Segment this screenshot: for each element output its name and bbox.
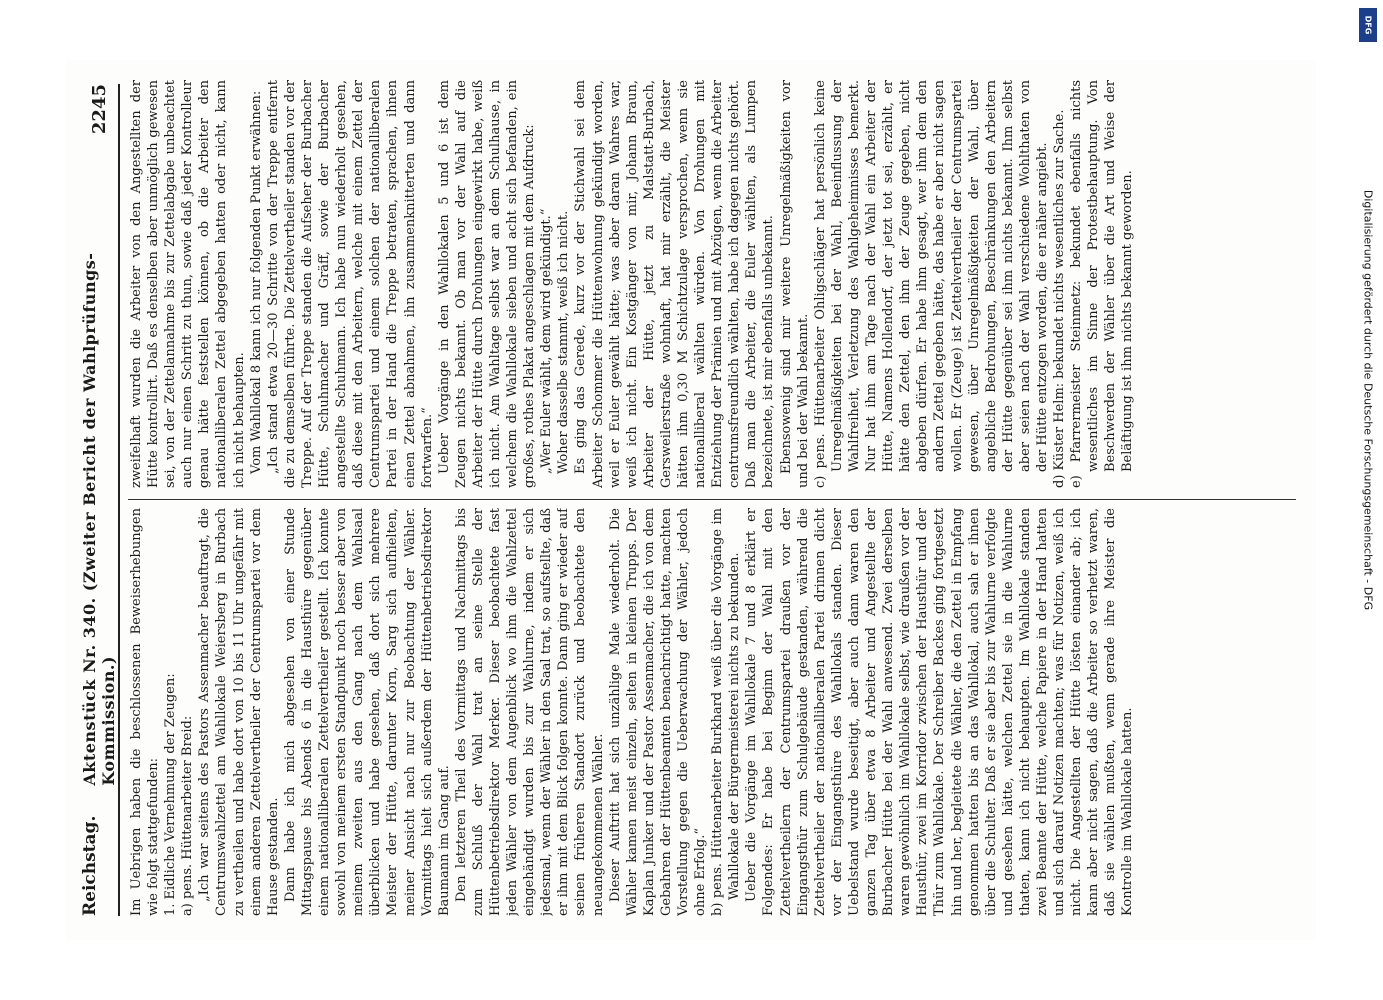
header-rule (118, 84, 120, 916)
paragraph: Im Uebrigen haben die beschlossenen Beweiserhebungen wie folgt stattgefunden: (129, 508, 162, 916)
page-header (80, 84, 118, 916)
paragraph: „Ich stand etwa 20—30 Schritte von der Treppe entfernt die zu demselben führte. Die Zettelvertheiler standen vor der Treppe. Auf der Treppe standen die Aufseher der Burbacher Hütte, Schuhmacher und Gräff, sowie der Burbacher angestellte Schuhmann. Ich habe nun wiederholt gesehen, daß diese mit den Arbeitern, welche mit einem Zettel der Centrumspartei und einem solchen der nationalliberalen Partei in der Hand die Treppe betraten, sprachen, ihnen einen Zettel abnahmen, ihn zusammenknitterten und dann fortwarfen.“ (265, 80, 435, 488)
rotated-document-page (66, 60, 1316, 940)
text-column-right (128, 80, 1296, 488)
header-left-label: Reichstag. (80, 815, 100, 916)
witness-heading: e) Pfarrermeister Steinmetz: bekundet ebenfalls nichts wesentliches im Sinne der Protestbehauptung. Von Beschwerden der Wähler über die Art und Weise der Beläftigung ist ihm nichts bekannt geworden. (1069, 80, 1136, 488)
paragraph: Woher dasselbe stammt, weiß ich nicht. (556, 210, 572, 474)
dfg-logo-text: DFG (1363, 15, 1373, 35)
dfg-logo (1359, 8, 1377, 42)
paragraph: „Ich war seitens des Pastors Assenmacher beauftragt, die Centrumswahlzettel am Wahllokale Weiersberg in Burbach zu vertheilen und habe dort von 10 bis 11 Uhr ungefähr mit einem anderen Zettelvertheiler der Centrumspartei vor dem Hause gestanden. (197, 508, 281, 916)
header-title: Aktenstück Nr. 340. (Zweiter Bericht der Wahlprüfungs-Kommission.) (80, 252, 118, 786)
paragraph: Es ging das Gerede, kurz vor der Stichwahl sei dem Arbeiter Schommer die Hüttenwohnung gekündigt worden, weil er Euler gewählt hätte; was aber daran Wahres war, weiß ich nicht. Ein Kostgänger von mir, Johann Braun, Arbeiter der Hütte, jetzt zu Malstatt-Burbach, Gersweilerstraße wohnhaft, hat mir erzählt, die Meister hätten ihm 0,30 M Schichtzulage versprochen, wenn sie nationalliberal wählten würden. Von Drohungen mit Entziehung der Prämien und mit Abzügen, wenn die Arbeiter centrumsfreundlich wählten, habe ich dagegen nichts gehört. Daß man die Arbeiter, die Euler wählten, als Lumpen bezeichnete, ist mir ebenfalls unbekannt. (573, 80, 777, 488)
header-left (80, 134, 118, 916)
column-divider (128, 499, 1296, 500)
paragraph: zweifelhaft wurden die Arbeiter von den Angestellten der Hütte kontrollirt. Daß es denselben aber unmöglich gewesen sei, von der Zettelannahme bis zur Zettelabgabe unbeachtet auch nur einen Schritt zu thun, sowie daß jeder Kontrolleur genau hätte feststellen können, ob die Arbeiter den nationalliberalen Zettel abgegeben hatten oder nicht, kann ich nicht behaupten. (129, 80, 247, 488)
sidenote-text: Digitalisierung gefördert durch die Deutsche Forschungsgemeinschaft - DFG (1361, 189, 1375, 611)
witness-heading: c) pens. Hüttenarbeiter Ohligschläger hat persönlich keine Unregelmäßigkeiten bei der Wahl, Beeinflussung der Wahlfreiheit, Verletzung des Wahlgeheimnisses bemerkt. Nur hat ihm am Tage nach der Wahl ein Arbeiter der Hütte, Namens Hollendorf, der jetzt tot sei, erzählt, er hätte den Zettel, den ihm der Zeuge gegeben, nicht abgeben dürfen. Er habe ihm gesagt, wer ihm dem den andern Zettel gegeben hätte, das habe er aber nicht sagen wollen. Er (Zeuge) ist Zettelvertheiler der Centrumspartei gewesen, über Unregelmäßigkeiten der Wahl, über angebliche Bedrohungen, Beschränkungen den Arbeitern der Hütte gegenüber sei ihm nichts bekannt. Ihm selbst aber seien nach der Wahl verschiedene Wohlthaten von der Hütte entzogen worden, die er näher angiebt. (812, 80, 1050, 488)
paragraph: Ebensowenig sind mir weitere Unregelmäßigkeiten vor und bei der Wahl bekannt. (778, 80, 811, 488)
paragraph: 1. Eidliche Vernehmung der Zeugen: (163, 673, 179, 916)
paragraph: Ueber Vorgänge in den Wahllokalen 5 und 6 ist dem Zeugen nichts bekannt. Ob man vor der Wahl auf die Arbeiter der Hütte durch Drohungen eingewirkt habe, weiß ich nicht. Am Wahltage selbst war an dem Schulhause, in welchem die Wahllokale sieben und acht sich befanden, ein großes, rothes Plakat angeschlagen mit dem Aufdruck: (436, 80, 538, 488)
witness-heading: b) pens. Hüttenarbeiter Burkhard weiß über die Vorgänge im Wahllokale der Bürgermeisterei nichts zu bekunden. (710, 508, 743, 916)
paragraph: Den letzteren Theil des Vormittags und Nachmittags bis zum Schluß der Wahl trat an seine Stelle der Hüttenbetriebsdirektor Merker. Dieser beobachtete fast jeden Wähler von dem Augenblick wo ihm die Wahlzettel eingehändigt wurden bis zur Wahlurne, indem er sich jedesmal, wenn der Wähler in den Saal trat, so aufstellte, daß er ihm mit dem Blick folgen konnte. Dann ging er wieder auf seinen früheren Standort zurück und beobachtete den neuangekommenen Wähler. (453, 508, 606, 916)
witness-heading: d) Küster Helm: bekundet nichts wesentliches zur Sache. (1052, 109, 1068, 488)
digitization-sidenote (1353, 0, 1383, 1000)
witness-heading: a) pens. Hüttenarbeiter Breid: (180, 715, 196, 916)
page-number: 2245 (88, 84, 110, 135)
paragraph: Vom Wahllokal 8 kann ich nur folgenden Punkt erwähnen: (248, 90, 264, 474)
paragraph: Dieser Auftritt hat sich unzählige Male wiederholt. Die Wähler kamen meist einzeln, selten in kleinen Trupps. Der Kaplan Junker und der Pastor Assenmacher, die ich von dem Gebahren der Hüttenbeamten benachrichtigt hatte, machten Vorstellung gegen die Ueberwachung der Wähler, jedoch ohne Erfolg.“ (607, 508, 709, 916)
paragraph: „Wer Euler wählt, dem wird gekündigt.“ (539, 208, 555, 474)
paragraph: Dann habe ich mich abgesehen von einer Stunde Mittagspause bis Abends 6 in die Hausthüre gegenüber einem nationalliberalen Zettelvertheiler gestellt. Ich konnte sowohl von meinem ersten Standpunkt noch besser aber von meinem zweiten aus den Gang nach dem Wahlsaal überblicken und habe gesehen, daß dort sich mehrere Meister der Hütte, darunter Korn, Sarg sich aufhielten, meiner Ansicht nach nur zur Beobachtung der Wähler. Vormittags hielt sich außerdem der Hüttenbetriebsdirektor Baumann im Gang auf. (282, 508, 452, 916)
text-column-left (128, 508, 1296, 916)
paragraph: Ueber die Vorgänge im Wahllokale 7 und 8 erklärt er Folgendes: Er habe bei Beginn der Wahl mit den Zettelvertheilern der Centrumspartei draußen vor der Eingangsthür zum Schulgebäude gestanden, während die Zettelvertheiler der nationalliberalen Partei drinnen dicht vor der Eingangsthüre des Wahllokals standen. Dieser Uebelstand wurde beseitigt, aber auch dann waren den ganzen Tag über etwa 8 Arbeiter und Angestellte der Burbacher Hütte bei der Wahl anwesend. Zwei derselben waren gewöhnlich im Wahllokale selbst, wie draußen vor der Hausthür, zwei im Korridor zwischen der Hausthür und der Thür zum Wahllokale. Der Schreiber Backes ging fortgesetzt hin und her, begleitete die Wähler, die den Zettel in Empfang genommen hatten bis an das Wahllokal, auch sah er ihnen über die Schulter. Daß er sie aber bis zur Wahlurne verfolgte und gesehen hätte, welchen Zettel sie in die Wahlurne thaten, kann ich nicht behaupten. Im Wahllokale standen zwei Beamte der Hütte, welche Papiere in der Hand hatten und sich darauf Notizen machten; was für Notizen, weiß ich nicht. Die Angestellten der Hütte lösten einander ab; ich kann aber nicht sagen, daß die Arbeiter so verhetzt waren, daß sie wählen mußten, wenn gerade ihre Meister die Kontrolle im Wahllokale hatten. (744, 508, 1136, 916)
